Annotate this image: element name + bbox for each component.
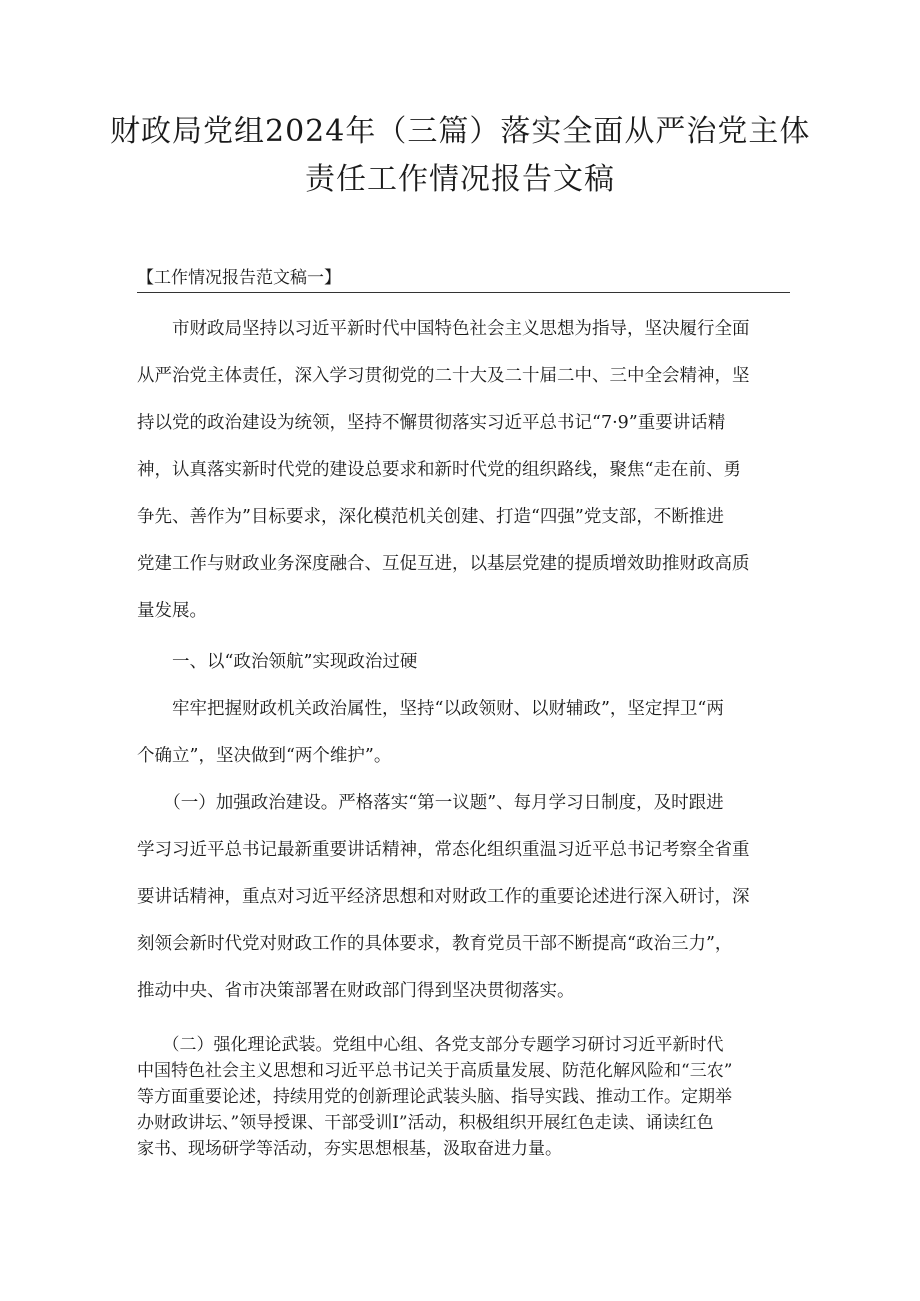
paragraph-line: 中国特色社会主义思想和习近平总书记关于高质量发展、防范化解风险和“三农” bbox=[137, 1061, 733, 1081]
paragraph-line: 等方面重要论述，持续用党的创新理论武装头脑、指导实践、推动工作。定期举 bbox=[137, 1087, 732, 1107]
paragraph-line: 要讲话精神，重点对习近平经济思想和对财政工作的重要论述进行深入研讨，深 bbox=[137, 887, 750, 907]
paragraph-line: 量发展。 bbox=[137, 601, 207, 621]
document-title bbox=[110, 108, 810, 204]
paragraph-line: 学习习近平总书记最新重要讲话精神，常态化组织重温习近平总书记考察全省重 bbox=[137, 840, 750, 860]
section-heading: 【工作情况报告范文稿一】 bbox=[137, 264, 790, 293]
paragraph-line: 个确立”，坚决做到“两个维护”。 bbox=[137, 746, 392, 766]
title-line-1: 财政局党组2024年（三篇）落实全面从严治党主体 bbox=[110, 114, 811, 149]
paragraph-line: 推动中央、省市决策部署在财政部门得到坚决贯彻落实。 bbox=[137, 981, 575, 1001]
paragraph-line: 争先、善作为”目标要求，深化模范机关创建、打造“四强”党支部，不断推进 bbox=[137, 507, 724, 527]
paragraph-political-building bbox=[137, 780, 790, 1015]
paragraph-line: 家书、现场研学等活动，夯实思想根基，汲取奋进力量。 bbox=[137, 1139, 562, 1159]
paragraph-intro bbox=[137, 306, 790, 635]
paragraph-line: 持以党的政治建设为统领，坚持不懈贯彻落实习近平总书记“7·9”重要讲话精 bbox=[137, 413, 726, 433]
paragraph-line: 神，认真落实新时代党的建设总要求和新时代党的组织路线，聚焦“走在前、勇 bbox=[137, 460, 741, 480]
paragraph-line: 从严治党主体责任，深入学习贯彻党的二十大及二十届二中、三中全会精神，坚 bbox=[137, 366, 750, 386]
section-one-heading bbox=[137, 639, 790, 686]
paragraph-line: 党建工作与财政业务深度融合、互促互进，以基层党建的提质增效助推财政高质 bbox=[137, 554, 750, 574]
paragraph-line: 办财政讲坛、”领导授课、干部受训I”活动，积极组织开展红色走读、诵读红色 bbox=[137, 1113, 714, 1133]
paragraph-politics bbox=[137, 686, 790, 780]
paragraph-line: 刻领会新时代党对财政工作的具体要求，教育党员干部不断提高“政治三力”， bbox=[137, 934, 733, 954]
paragraph-line: （二）强化理论武装。党组中心组、各党支部分专题学习研讨习近平新时代 bbox=[137, 1035, 724, 1055]
paragraph-line: 牢牢把握财政机关政治属性，坚持“以政领财、以财辅政”，坚定捍卫“两 bbox=[137, 699, 724, 719]
title-line-2: 责任工作情况报告文稿 bbox=[305, 162, 615, 197]
paragraph-theory bbox=[137, 1032, 790, 1162]
paragraph-line: 一、以“政治领航”实现政治过硬 bbox=[137, 652, 418, 672]
paragraph-line: 市财政局坚持以习近平新时代中国特色社会主义思想为指导，坚决履行全面 bbox=[137, 319, 750, 339]
paragraph-line: （一）加强政治建设。严格落实“第一议题”、每月学习日制度，及时跟进 bbox=[137, 793, 724, 813]
